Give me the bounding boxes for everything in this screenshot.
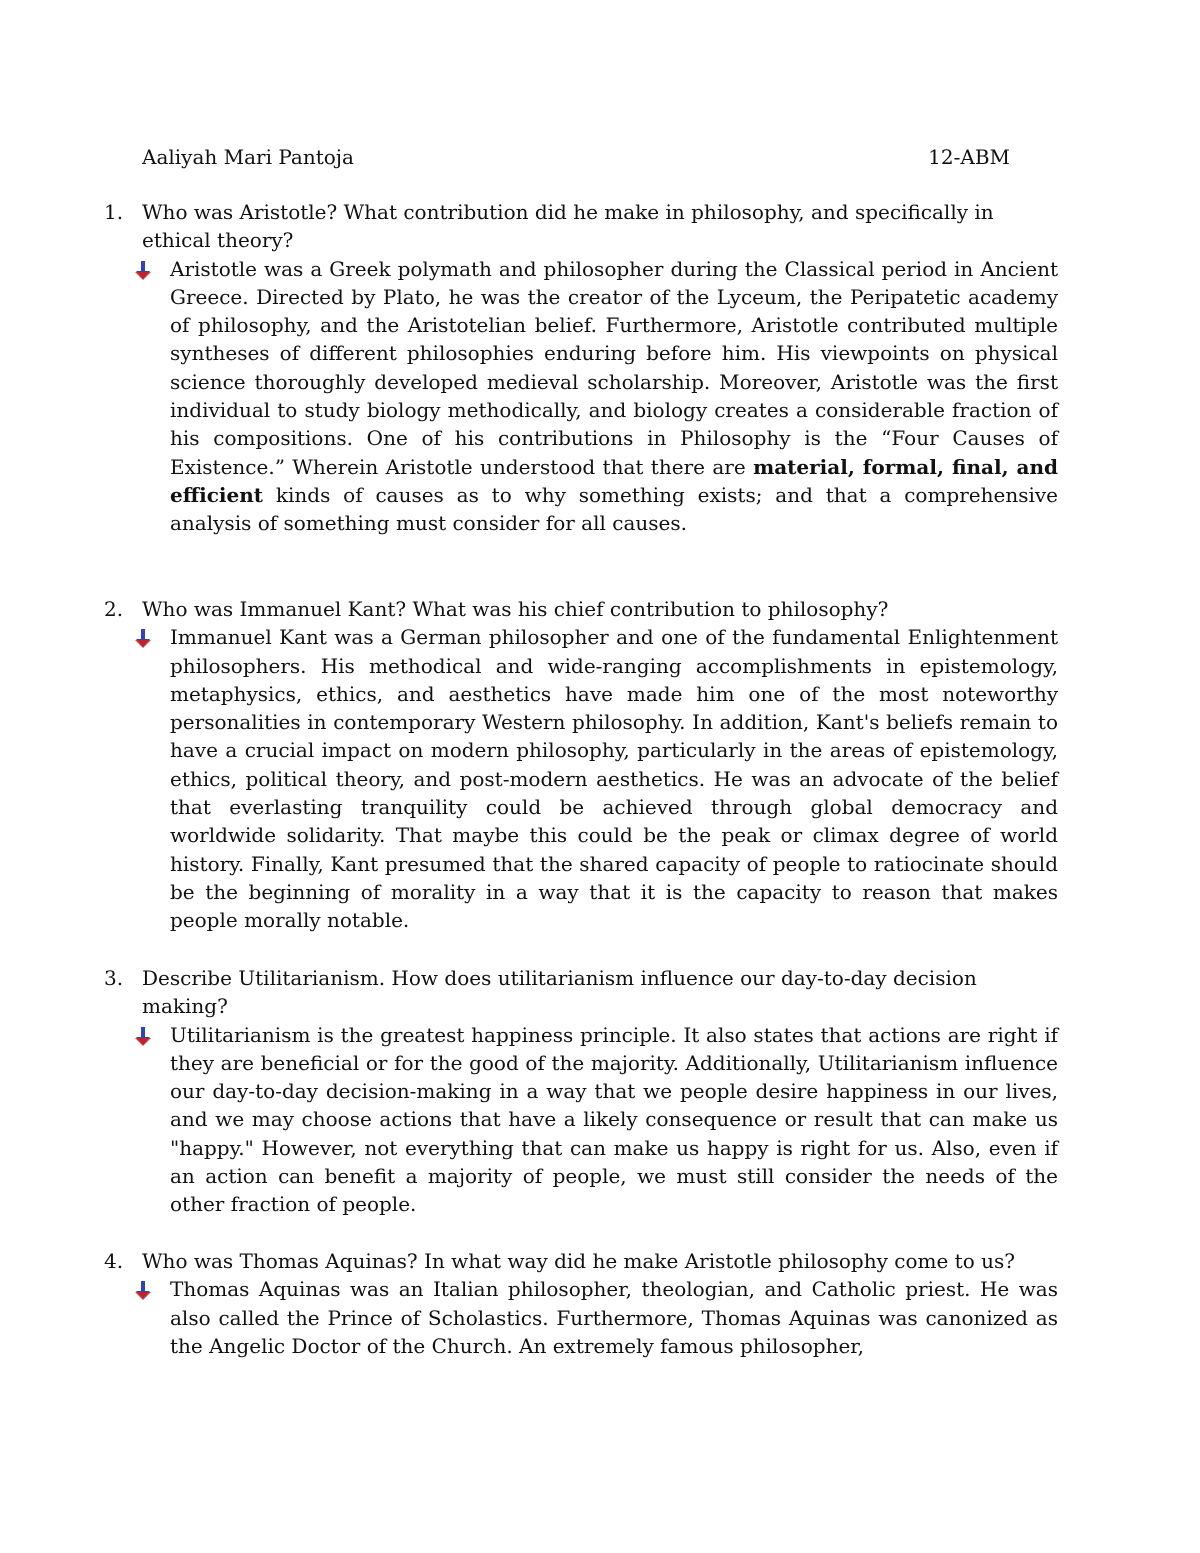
down-arrow-bullet-icon xyxy=(132,1279,154,1301)
question-text: Who was Thomas Aquinas? In what way did he make Aristotle philosophy come to us? xyxy=(142,1249,1015,1273)
question-number: 1. xyxy=(104,200,124,224)
answer-text xyxy=(170,255,1058,538)
answer-text xyxy=(170,1275,1058,1360)
down-arrow-bullet-icon xyxy=(132,259,154,281)
answer-text-part: Utilitarianism is the greatest happiness principle. It also states that actions are right if they are beneficial or for the good of the majority. Additionally, Utilitarianism influence our day-to-day decision-making in a way that we people desire happiness in our lives, and we may choose actions that have a likely consequence or result that can make us "happy." However, not everything that can make us happy is right for us. Also, even if an action can benefit a majority of people, we must still consider the needs of the other fraction of people. xyxy=(170,1022,1058,1217)
answer-text-part: Aristotle was a Greek polymath and philosopher during the Classical period in Ancient Greece. Directed by Plato, he was the creator of the Lyceum, the Peripatetic academy of philosophy, and the Aristotelian belief. Furthermore, Aristotle contributed multiple syntheses of different philosophies enduring before him. His viewpoints on physical science thoroughly developed medieval scholarship. Moreover, Aristotle was the first individual to study biology methodically, and biology creates a considerable fraction of his compositions. One of his contributions in Philosophy is the “Four Causes of Existence.” Wherein Aristotle understood that there are xyxy=(170,256,1058,479)
answer-text-part: kinds of causes as to why something exists; and that a comprehensive analysis of something must consider for all causes. xyxy=(170,482,1059,536)
answer-text-part: Immanuel Kant was a German philosopher and one of the fundamental Enlightenment philosophers. His methodical and wide-ranging accomplishments in epistemology, metaphysics, ethics, and aesthetics have made him one of the most noteworthy personalities in contemporary Western philosophy. In addition, Kant's beliefs remain to have a crucial impact on modern philosophy, particularly in the areas of epistemology, ethics, political theory, and post-modern aesthetics. He was an advocate of the belief that everlasting tranquility could be achieved through global democracy and worldwide solidarity. That maybe this could be the peak or climax degree of world history. Finally, Kant presumed that the shared capacity of people to ratiocinate should be the beginning of morality in a way that it is the capacity to reason that makes people morally notable. xyxy=(170,625,1058,933)
answer-text-part: Thomas Aquinas was an Italian philosopher, theologian, and Catholic priest. He was also called the Prince of Scholastics. Furthermore, Thomas Aquinas was canonized as the Angelic Doctor of the Church. An extremely famous philosopher, xyxy=(170,1277,1058,1358)
question-number: 3. xyxy=(104,966,124,990)
question-3 xyxy=(104,964,1058,1219)
answer-bold-causes: material, formal, final, and efficient xyxy=(170,454,1059,507)
question-number: 2. xyxy=(104,597,124,621)
down-arrow-bullet-icon xyxy=(132,627,154,649)
answer-text xyxy=(170,1021,1058,1219)
document-header xyxy=(142,143,1010,171)
question-number: 4. xyxy=(104,1249,124,1273)
student-name: Aaliyah Mari Pantoja xyxy=(142,145,354,169)
question-text: Who was Immanuel Kant? What was his chief contribution to philosophy? xyxy=(142,597,889,621)
answer-text xyxy=(170,623,1058,934)
question-1 xyxy=(104,198,1058,538)
question-4 xyxy=(104,1247,1058,1360)
question-text: Describe Utilitarianism. How does utilitarianism influence our day-to-day decision making? xyxy=(142,966,977,1019)
class-section: 12-ABM xyxy=(928,145,1010,169)
down-arrow-bullet-icon xyxy=(132,1025,154,1047)
question-text: Who was Aristotle? What contribution did he make in philosophy, and specifically in ethical theory? xyxy=(142,200,994,253)
question-2 xyxy=(104,595,1058,935)
